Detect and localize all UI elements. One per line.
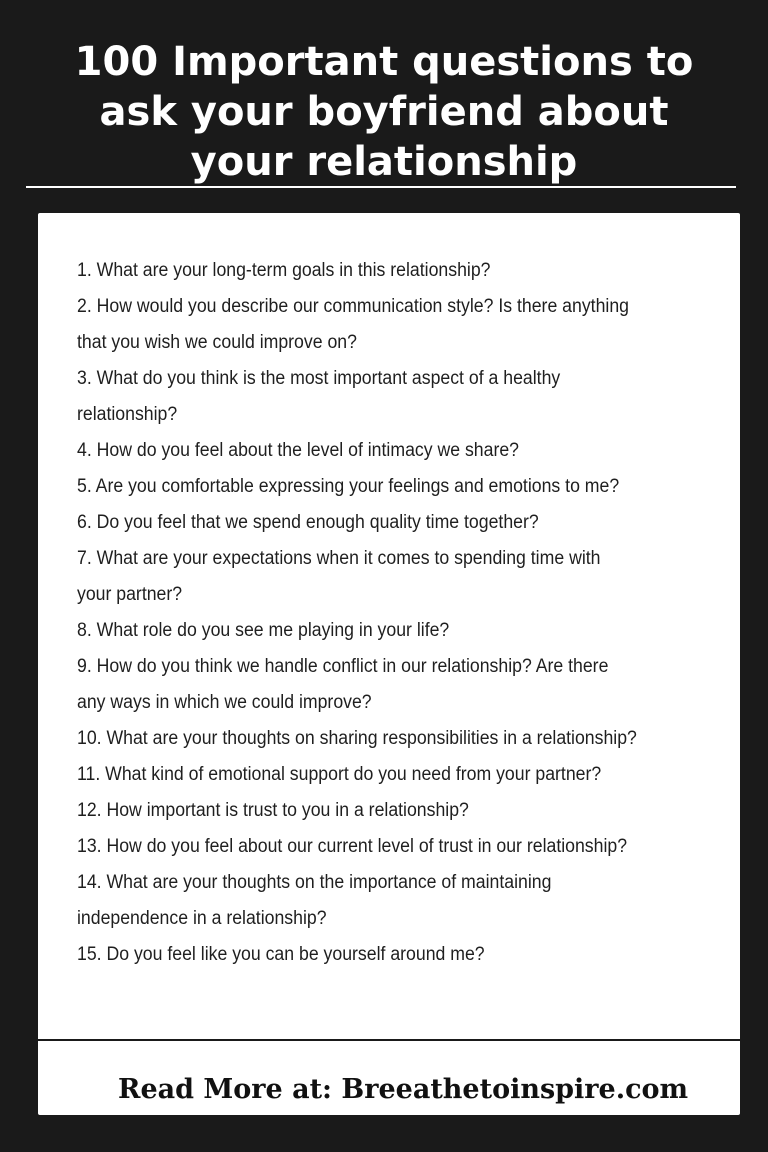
question-line: 11. What kind of emotional support do you need from your partner?: [77, 764, 602, 785]
question-line: relationship?: [77, 404, 178, 425]
questions-list: [77, 253, 682, 973]
question-line: 9. How do you think we handle conflict in our relationship? Are there: [77, 656, 609, 677]
question-line: 2. How would you describe our communication style? Is there anything: [77, 296, 629, 317]
question-line: 10. What are your thoughts on sharing responsibilities in a relationship?: [77, 728, 637, 749]
question-line: 5. Are you comfortable expressing your feelings and emotions to me?: [77, 476, 620, 497]
question-line: that you wish we could improve on?: [77, 332, 357, 353]
page-title: [0, 37, 768, 187]
question-line: 15. Do you feel like you can be yourself around me?: [77, 944, 485, 965]
footer-divider: [38, 1039, 750, 1041]
question-line: 7. What are your expectations when it comes to spending time with: [77, 548, 601, 569]
question-line: 6. Do you feel that we spend enough quality time together?: [77, 512, 539, 533]
read-more-footer: Read More at: Breeathetoinspire.com: [118, 1074, 689, 1105]
question-line: 12. How important is trust to you in a relationship?: [77, 800, 469, 821]
title-line-1: 100 Important questions to: [74, 38, 694, 85]
title-line-2: ask your boyfriend about: [99, 88, 669, 135]
question-line: your partner?: [77, 584, 183, 605]
question-line: 3. What do you think is the most important aspect of a healthy: [77, 368, 561, 389]
title-line-3: your relationship: [190, 138, 578, 185]
question-line: 8. What role do you see me playing in your life?: [77, 620, 450, 641]
question-line: any ways in which we could improve?: [77, 692, 372, 713]
question-line: independence in a relationship?: [77, 908, 327, 929]
questions-card: [38, 213, 740, 1115]
title-underline-divider: [26, 186, 736, 188]
question-line: 14. What are your thoughts on the importance of maintaining: [77, 872, 552, 893]
question-line: 1. What are your long-term goals in this relationship?: [77, 260, 491, 281]
question-line: 4. How do you feel about the level of intimacy we share?: [77, 440, 520, 461]
question-line: 13. How do you feel about our current level of trust in our relationship?: [77, 836, 628, 857]
